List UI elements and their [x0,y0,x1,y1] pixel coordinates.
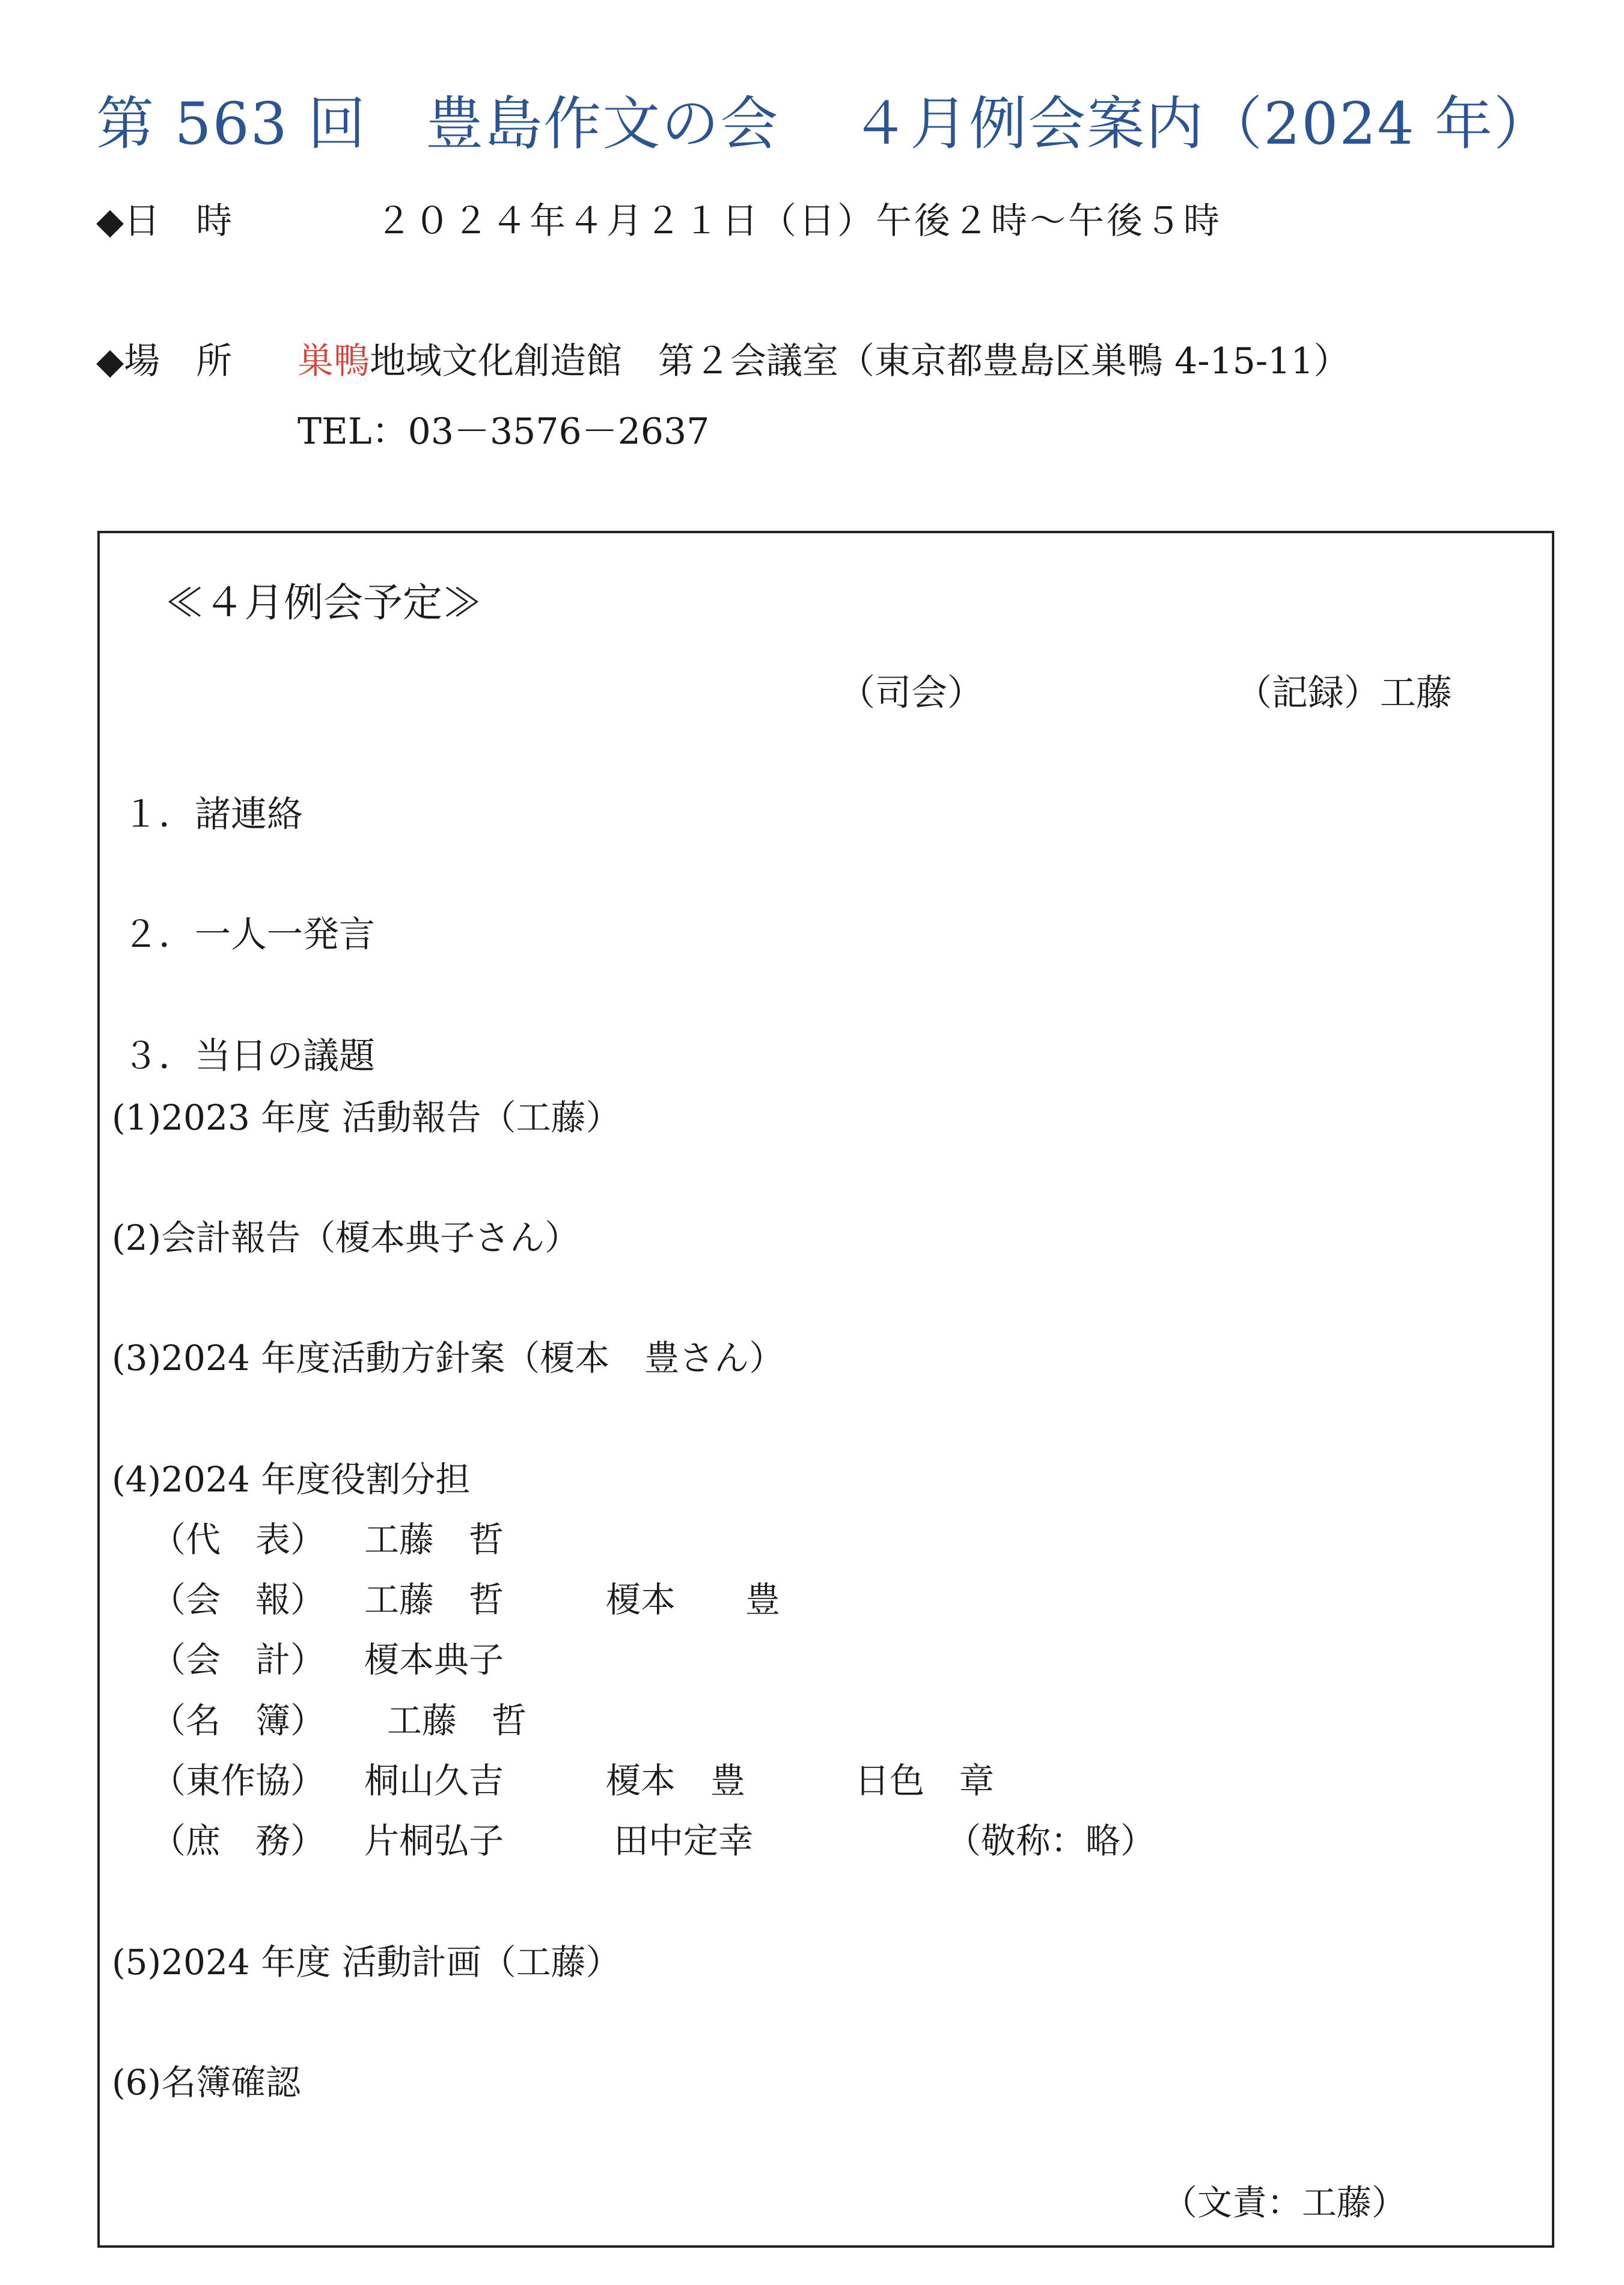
item-1: １．諸連絡 [123,794,303,836]
role-name: 工藤 哲 [387,1700,527,1741]
role-name: 榎本 豊 [606,1579,781,1620]
agenda-5: (5)2024 年度 活動計画（工藤） [112,1942,621,1983]
role-name: 工藤 哲 [364,1579,504,1620]
datetime-label: ◆日 時 [96,200,233,242]
role-label: （会 報） [151,1579,326,1620]
venue-label: ◆場 所 [96,340,233,382]
role-label: （会 計） [151,1639,326,1680]
agenda-2: (2)会計報告（榎本典子さん） [112,1217,580,1258]
item-3: ３．当日の議題 [123,1035,375,1077]
venue-tel: TEL：03－3576－2637 [298,411,710,453]
role-name: 桐山久吉 [364,1760,504,1801]
role-name: 田中定幸 [614,1820,754,1861]
role-label: （名 簿） [151,1700,326,1741]
title-part-1: 第 563 回 豊島作文の会 [96,90,780,158]
chair-label: （司会） [839,672,983,714]
role-name: 榎本 豊 [606,1760,746,1801]
role-label: （代 表） [151,1519,326,1560]
schedule-box [97,531,1554,2248]
record-label: （記録）工藤 [1236,672,1452,714]
schedule-heading: ≪４月例会予定≫ [165,580,482,626]
agenda-3: (3)2024 年度活動方針案（榎本 豊さん） [112,1338,784,1378]
venue-place-red: 巣鴨 [298,340,370,382]
agenda-4: (4)2024 年度役割分担 [112,1459,471,1500]
role-name: 日色 章 [855,1760,995,1801]
agenda-6: (6)名簿確認 [112,2062,301,2103]
venue-place-rest: 地域文化創造館 第２会議室（東京都豊島区巣鴨 4-15-11） [370,340,1350,382]
footer-responsibility: （文責：工藤） [1162,2182,1407,2223]
role-name: 榎本典子 [364,1639,504,1680]
role-name: 工藤 哲 [364,1519,504,1560]
agenda-1: (1)2023 年度 活動報告（工藤） [112,1097,621,1138]
title-part-2: ４月例会案内（2024 年） [851,90,1553,158]
role-name: 片桐弘子 [364,1820,504,1861]
item-2: ２．一人一発言 [123,914,375,956]
role-label: （庶 務） [151,1820,326,1861]
datetime-value: ２０２４年４月２１日（日）午後２時〜午後５時 [376,200,1222,242]
page-title [96,78,1552,161]
role-label: （東作協） [151,1760,326,1801]
venue-place [298,332,1350,384]
honorific-note: （敬称：略） [946,1820,1156,1861]
